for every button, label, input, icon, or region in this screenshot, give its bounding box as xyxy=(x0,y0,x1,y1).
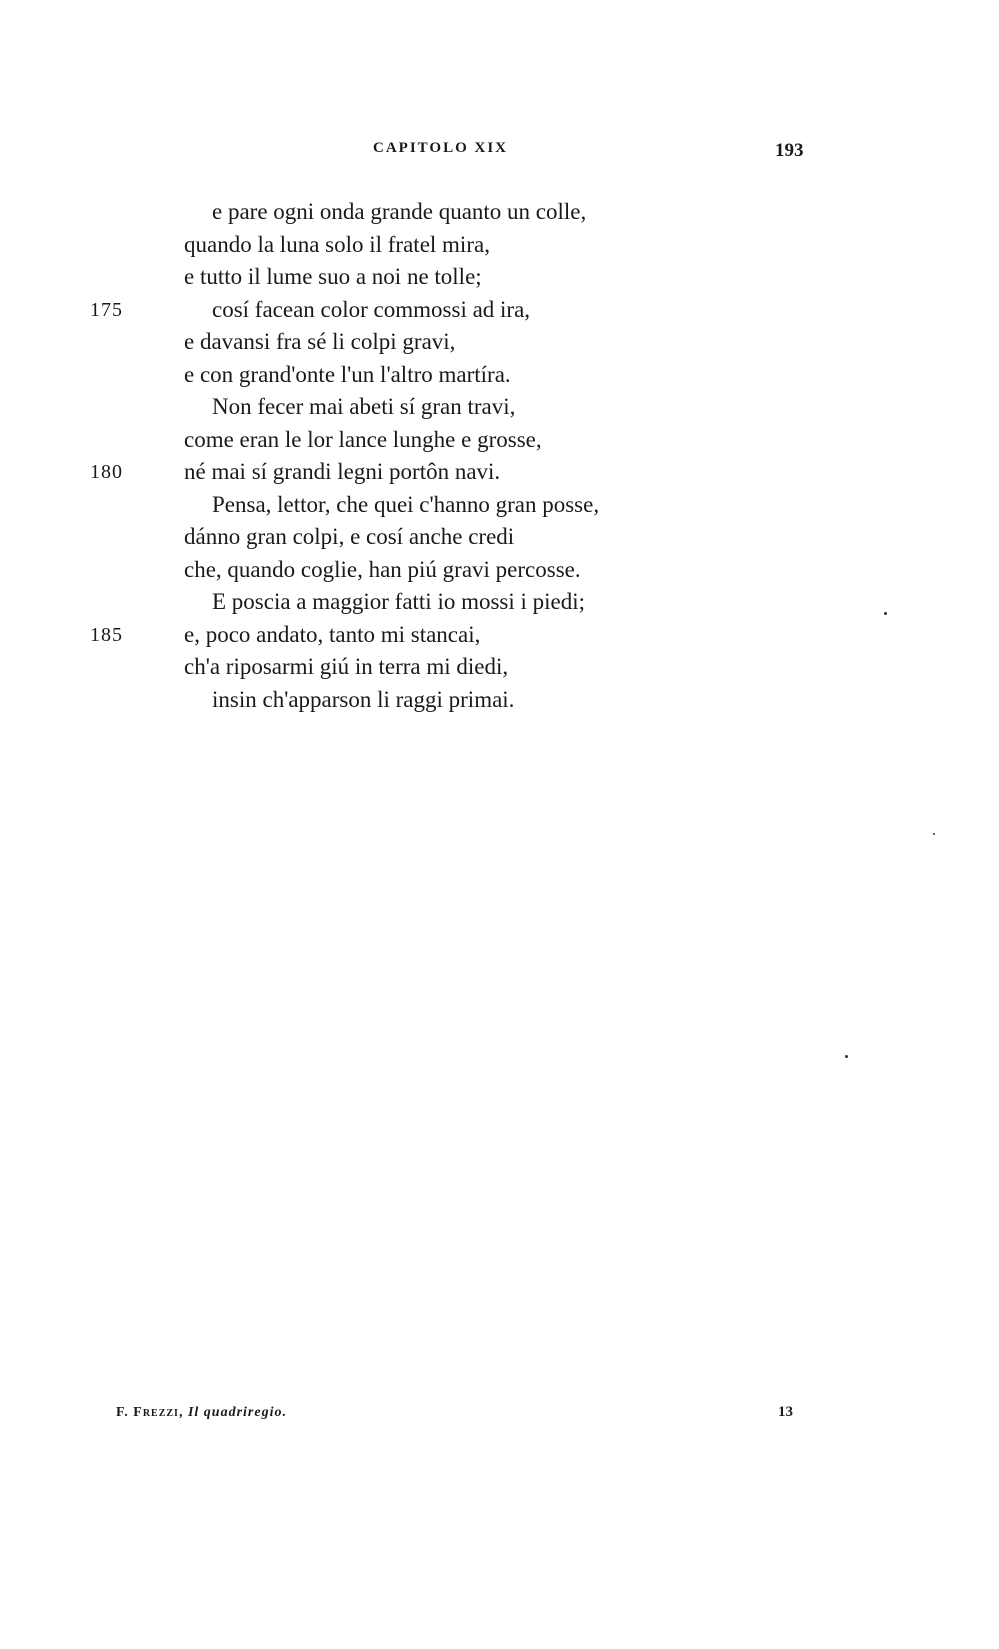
page-number: 193 xyxy=(775,140,804,161)
verse-text: e tutto il lume suo a noi ne tolle; xyxy=(184,264,482,289)
print-speck xyxy=(845,1055,848,1058)
verse-line xyxy=(0,359,999,392)
poem-body xyxy=(0,196,999,716)
verse-text: e con grand'onte l'un l'altro martíra. xyxy=(184,361,511,387)
verse-line xyxy=(0,489,999,522)
print-speck xyxy=(884,612,887,615)
verse-line xyxy=(0,294,999,327)
verse-line xyxy=(0,196,999,229)
print-speck xyxy=(933,833,935,835)
running-title: CAPITOLO XIX xyxy=(373,140,508,156)
verse-line xyxy=(0,456,999,489)
signature-mark: 13 xyxy=(778,1404,793,1420)
verse-text: dánno gran colpi, e cosí anche credi xyxy=(184,524,515,549)
verse-text: cosí facean color commossi ad ira, xyxy=(212,296,531,322)
footer-work-title: Il quadriregio. xyxy=(187,1405,287,1420)
verse-line xyxy=(0,521,999,554)
footer-credit xyxy=(116,1405,287,1421)
verse-text: come eran le lor lance lunghe e grosse, xyxy=(184,426,542,452)
verse-line xyxy=(0,326,999,359)
verse-line xyxy=(0,619,999,652)
verse-line xyxy=(0,424,999,457)
verse-line xyxy=(0,651,999,684)
line-number: 180 xyxy=(90,461,123,483)
verse-text: e, poco andato, tanto mi stancai, xyxy=(184,621,481,647)
verse-text: e pare ogni onda grande quanto un colle, xyxy=(212,199,587,224)
verse-line xyxy=(0,229,999,262)
verse-text: insin ch'apparson li raggi primai. xyxy=(212,686,515,712)
verse-line xyxy=(0,554,999,587)
verse-text: e davansi fra sé li colpi gravi, xyxy=(184,329,456,354)
verse-text: Non fecer mai abeti sí gran travi, xyxy=(212,394,516,419)
verse-line xyxy=(0,586,999,619)
line-number: 185 xyxy=(90,623,123,646)
line-number: 175 xyxy=(90,298,123,321)
footer-author: F. Frezzi, xyxy=(116,1405,184,1420)
verse-text: che, quando coglie, han piú gravi percosse. xyxy=(184,556,581,582)
verse-text: E poscia a maggior fatti io mossi i piedi; xyxy=(212,589,586,614)
verse-text: quando la luna solo il fratel mira, xyxy=(184,231,490,257)
verse-text: né mai sí grandi legni portôn navi. xyxy=(184,459,501,484)
verse-text: ch'a riposarmi giú in terra mi diedi, xyxy=(184,654,509,679)
verse-line xyxy=(0,391,999,424)
verse-text: Pensa, lettor, che quei c'hanno gran posse, xyxy=(212,491,600,517)
verse-line xyxy=(0,261,999,294)
verse-line xyxy=(0,684,999,717)
